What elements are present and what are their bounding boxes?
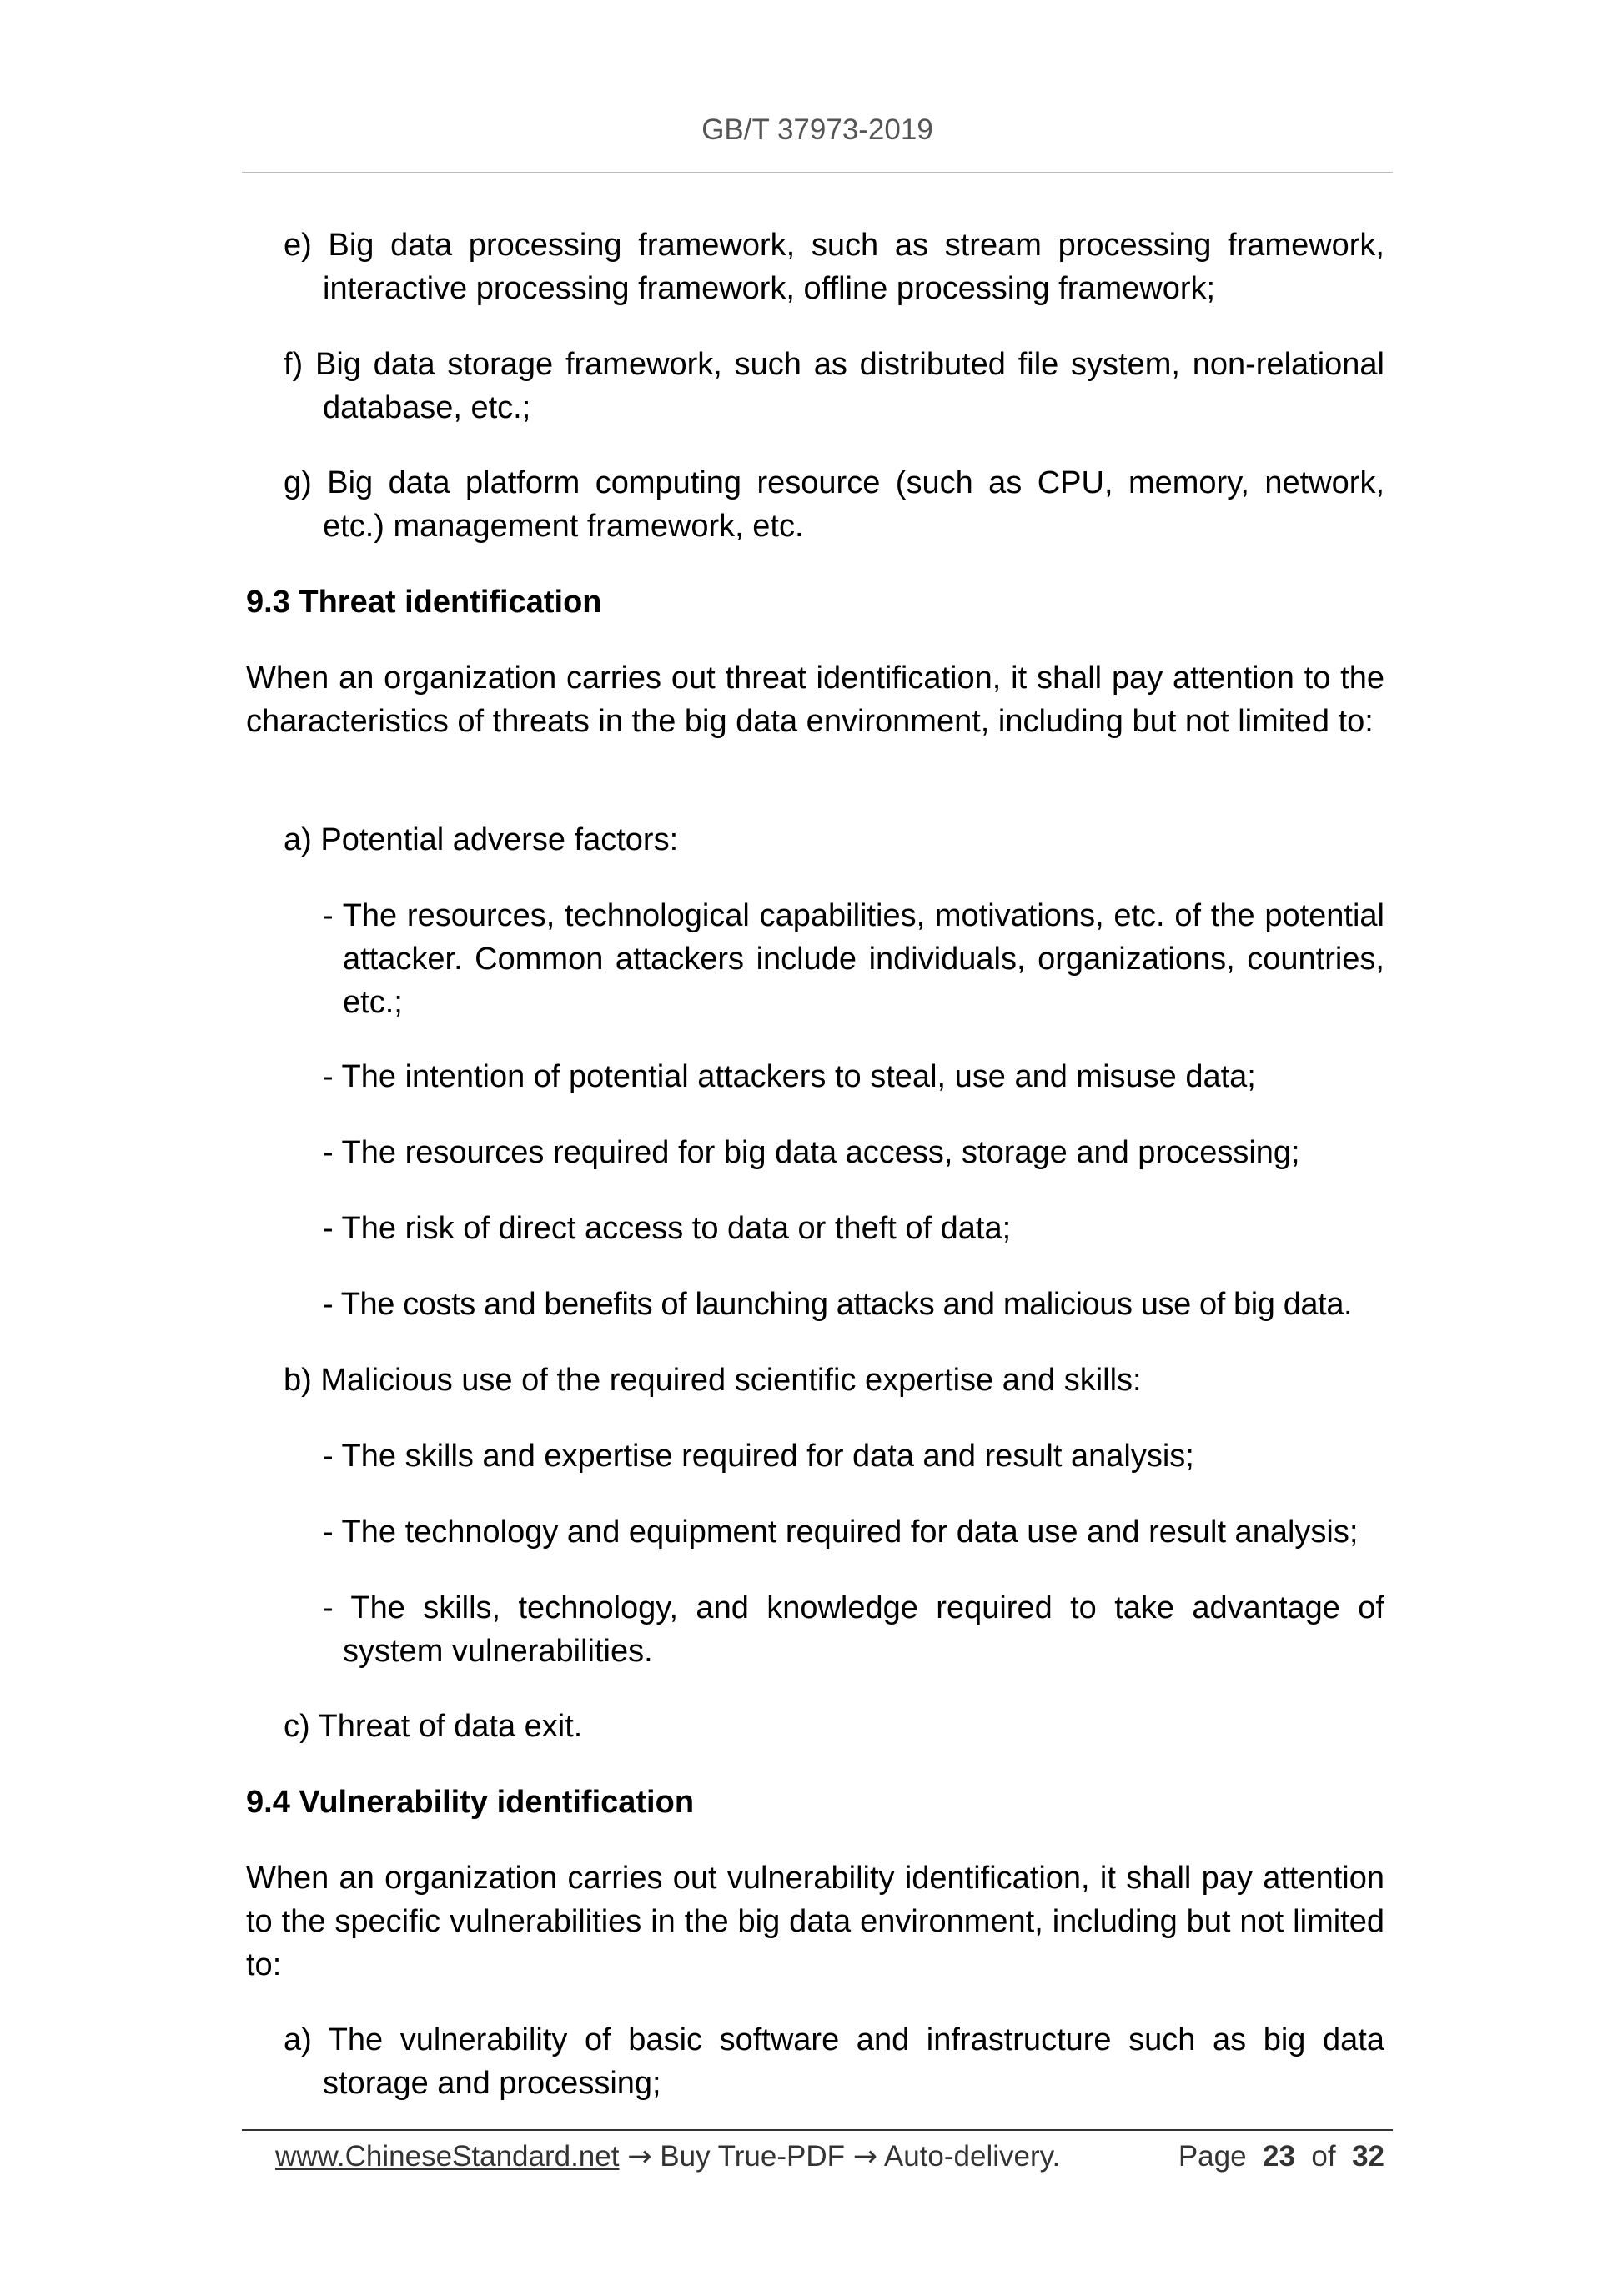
buy-true-pdf-text: Buy True-PDF <box>660 2140 845 2173</box>
threat-b-label: b) Malicious use of the required scientific expertise and skills: <box>284 1363 1142 1398</box>
threat-a-item: - The intention of potential attackers to steal, use and misuse data; <box>323 1059 1256 1094</box>
list-item-f: f) Big data storage framework, such as distributed file system, non-relational database, etc.; <box>284 347 1384 425</box>
threat-b-item: - The skills and expertise required for data and result analysis; <box>323 1439 1194 1474</box>
footer-promo <box>275 2135 1060 2178</box>
auto-delivery-text: Auto-delivery. <box>883 2140 1061 2173</box>
page-indicator <box>1178 2135 1384 2178</box>
threat-a-item: - The resources required for big data access, storage and processing; <box>323 1135 1300 1170</box>
section-9-4-heading: 9.4 Vulnerability identification <box>246 1785 695 1820</box>
threat-b-item: - The technology and equipment required for data use and result analysis; <box>323 1515 1359 1550</box>
threat-a-item: - The costs and benefits of launching attacks and malicious use of big data. <box>323 1287 1353 1322</box>
list-item-g: g) Big data platform computing resource (such as CPU, memory, network, etc.) management framework, etc. <box>284 465 1384 544</box>
of-label: of <box>1311 2140 1336 2173</box>
vulnerability-a-item: a) The vulnerability of basic software and infrastructure such as big data storage and processing; <box>284 2022 1384 2101</box>
threat-c-label: c) Threat of data exit. <box>284 1709 583 1744</box>
page-total: 32 <box>1352 2140 1384 2173</box>
threat-b-item: - The skills, technology, and knowledge required to take advantage of system vulnerabilities. <box>323 1590 1384 1669</box>
document-id-header: GB/T 37973-2019 <box>701 113 933 146</box>
arrow-right-icon: → <box>627 2140 652 2173</box>
list-item-e: e) Big data processing framework, such as stream processing framework, interactive processing framework, offline processing framework; <box>284 228 1384 306</box>
section-9-3-intro: When an organization carries out threat identification, it shall pay attention to the characteristics of threats in the big data environment, including but not limited to: <box>246 661 1384 739</box>
section-9-3-heading: 9.3 Threat identification <box>246 585 602 620</box>
threat-a-label: a) Potential adverse factors: <box>284 822 679 857</box>
threat-a-item: - The risk of direct access to data or theft of data; <box>323 1211 1012 1246</box>
threat-a-item: - The resources, technological capabilities, motivations, etc. of the potential attacker. Common attackers include individuals, organizations, countries, etc.; <box>323 898 1384 1020</box>
website-link[interactable]: www.ChineseStandard.net <box>275 2140 620 2173</box>
page-label: Page <box>1178 2140 1247 2173</box>
page-number: 23 <box>1263 2140 1295 2173</box>
page-footer <box>275 2135 1384 2178</box>
header-divider <box>242 172 1393 173</box>
arrow-right-icon: → <box>852 2140 878 2173</box>
footer-divider <box>242 2129 1393 2131</box>
section-9-4-intro: When an organization carries out vulnerability identification, it shall pay attention to the specific vulnerabilities in the big data environment, including but not limited to: <box>246 1861 1384 1982</box>
